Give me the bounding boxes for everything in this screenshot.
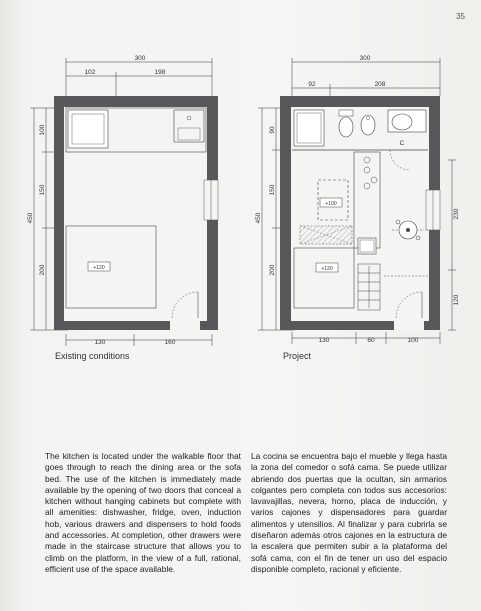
existing-dim-left-bot: 200	[39, 264, 46, 276]
project-dim-left-top: 90	[269, 126, 276, 134]
body-text-english: The kitchen is located under the walkable floor that goes through to reach the dining area or the sofa bed. The use of the kitchen is immediately made available by the opening of two doors that conceal a kitchen without hanging cabinets but complete with all amenities: dishwasher, fridge, oven, induction hob, various drawers and dispensers to hold foods and accessories. At completion, other drawers were made in the staircase structure that allows you to climb on the platform, in the view of a full, rational, efficient use of the space available.	[45, 451, 241, 574]
project-dim-bottom-3: 100	[407, 337, 419, 344]
existing-dim-left-total: 450	[27, 212, 34, 224]
existing-dim-top-left: 102	[84, 69, 96, 76]
project-dim-top-right: 208	[374, 81, 386, 88]
existing-bed-tag: +120	[93, 265, 105, 271]
project-dim-bottom-1: 130	[318, 337, 330, 344]
existing-dim-top-total: 300	[134, 55, 146, 62]
project-dim-right-upper: 230	[453, 208, 460, 220]
project-dim-left-mid: 150	[269, 184, 276, 196]
toilet-icon	[339, 110, 353, 137]
body-text-spanish: La cocina se encuentra bajo el mueble y llega hasta la zona del comedor o sofá cama. Se puede utilizar abriendo dos puertas que la ocultan, sin armarios colgantes pero completa con todos sus accesorios: lavavajillas, nevera, horno, placa de inducción, y varios cajones y dispensadores para guardar alimentos y utensilios. Al finalizar y para cubrirla se diseñaron además otros cajones en la estructura de la escalera que permiten subir a la plataforma del sofá cama, con el fin de tener un uso del espacio disponible completo, racional y eficiente.	[251, 451, 447, 574]
project-plan	[255, 55, 460, 344]
existing-dim-bottom-left: 130	[94, 339, 106, 346]
project-dim-right-lower: 120	[453, 294, 460, 306]
tag-120: +120	[321, 266, 333, 272]
caption-project: Project	[283, 351, 312, 361]
project-shower	[294, 110, 324, 146]
tag-100: +100	[325, 201, 337, 207]
bidet-icon	[361, 115, 375, 135]
project-dim-top-total: 300	[359, 55, 371, 62]
existing-shower	[68, 110, 108, 148]
project-dim-left-total: 450	[255, 212, 262, 224]
project-dim-top-left: 92	[308, 81, 316, 88]
project-dim-bottom-2: 60	[367, 337, 375, 344]
page-number: 35	[456, 12, 465, 21]
caption-existing: Existing conditions	[55, 351, 130, 361]
existing-plan	[27, 55, 218, 346]
existing-dim-bottom-right: 160	[164, 339, 176, 346]
project-dim-left-bot: 200	[269, 264, 276, 276]
washbasin-icon	[388, 110, 426, 132]
kitchen-mark: C	[399, 140, 405, 147]
kitchen-sink	[358, 238, 376, 254]
existing-dim-left-top: 100	[39, 124, 46, 136]
existing-dim-top-right: 198	[154, 69, 166, 76]
existing-dim-left-mid: 150	[39, 184, 46, 196]
